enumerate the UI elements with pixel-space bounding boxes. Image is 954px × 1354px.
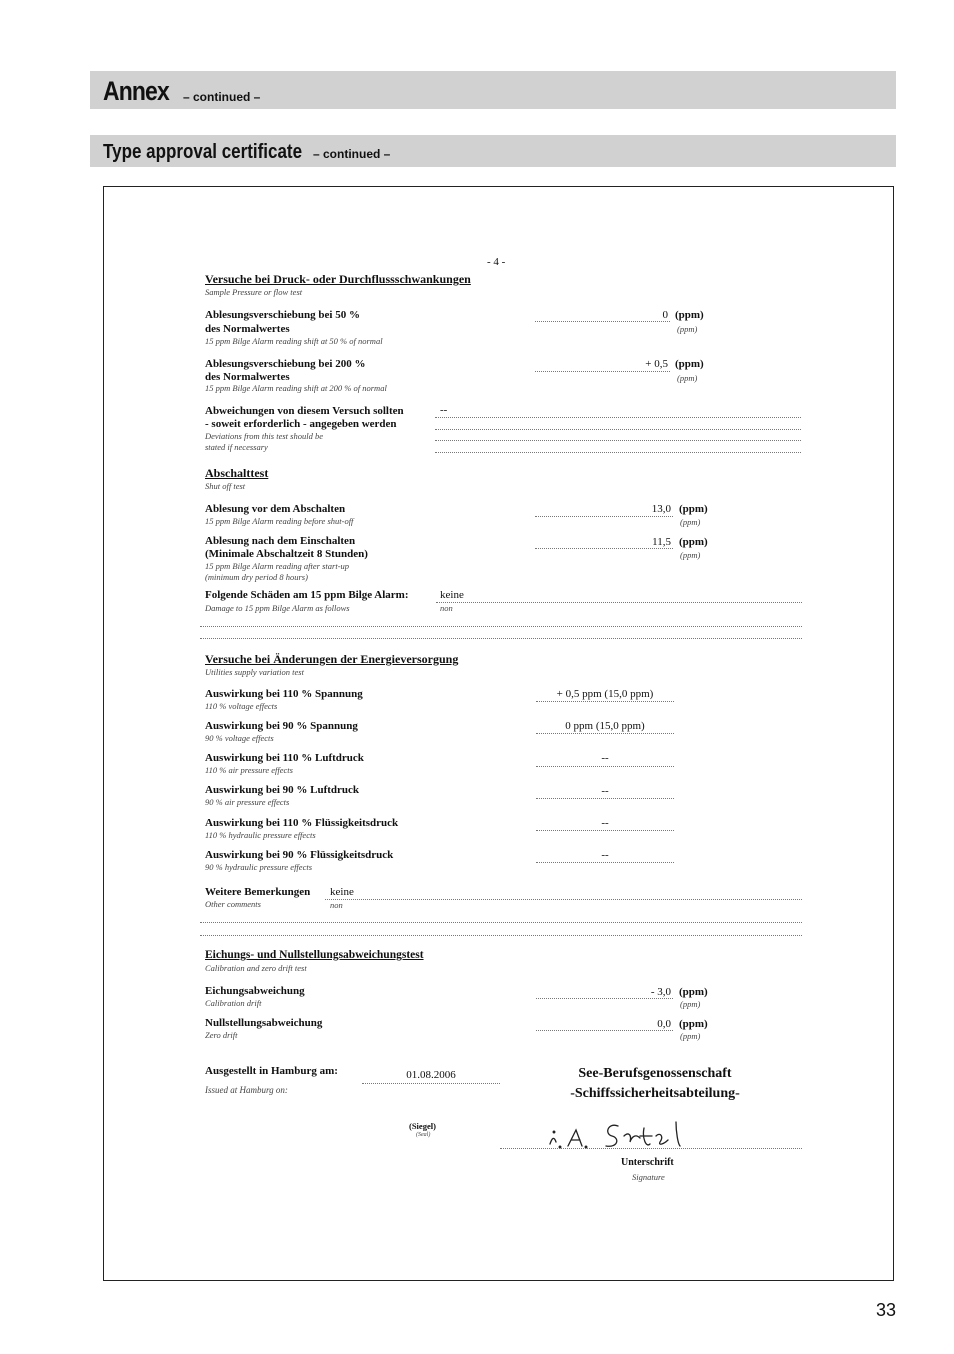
row-label-en: Damage to 15 ppm Bilge Alarm as follows bbox=[205, 603, 350, 613]
unit-label-en: (ppm) bbox=[677, 324, 698, 334]
row-label: Auswirkung bei 110 % Flüssigkeitsdruck bbox=[205, 817, 399, 829]
value-text: keine bbox=[440, 589, 464, 601]
value-text: - 3,0 bbox=[650, 986, 671, 998]
organisation-department: -Schiffssicherheitsabteilung- bbox=[570, 1086, 740, 1101]
unit-label-en: (ppm) bbox=[680, 999, 701, 1009]
value-line bbox=[200, 638, 802, 639]
row-label-en: 15 ppm Bilge Alarm reading shift at 50 % of normal bbox=[205, 336, 383, 346]
row-label: Weitere Bemerkungen bbox=[205, 886, 311, 898]
row-label-en: 110 % voltage effects bbox=[205, 701, 278, 711]
organisation-name: See-Berufsgenossenschaft bbox=[578, 1066, 732, 1081]
row-label: (Minimale Abschaltzeit 8 Stunden) bbox=[205, 548, 368, 560]
row-label: Folgende Schäden am 15 ppm Bilge Alarm: bbox=[205, 589, 409, 601]
value-text-en: non bbox=[330, 900, 343, 910]
unit-label: (ppm) bbox=[679, 986, 708, 998]
row-label: Auswirkung bei 90 % Flüssigkeitsdruck bbox=[205, 849, 394, 861]
row-label-en: 15 ppm Bilge Alarm reading shift at 200 % of normal bbox=[205, 383, 387, 393]
unit-label: (ppm) bbox=[679, 503, 708, 515]
row-label: Ablesung vor dem Abschalten bbox=[205, 503, 346, 515]
row-label-en: Calibration drift bbox=[205, 998, 262, 1008]
section-energy-sub: Utilities supply variation test bbox=[205, 667, 304, 677]
value-text: -- bbox=[601, 849, 609, 861]
section-continued-label: – continued – bbox=[313, 147, 391, 161]
value-line bbox=[535, 516, 673, 517]
row-label: Ablesungsverschiebung bei 50 % bbox=[205, 309, 360, 321]
row-label-en: 15 ppm Bilge Alarm reading before shut-off bbox=[205, 516, 354, 526]
signature-label: Unterschrift bbox=[621, 1157, 674, 1168]
value-line bbox=[535, 548, 673, 549]
value-line bbox=[535, 321, 670, 322]
value-line bbox=[435, 440, 801, 441]
value-text: 0,0 bbox=[657, 1018, 671, 1030]
signature-line bbox=[500, 1148, 802, 1149]
unit-label: (ppm) bbox=[679, 536, 708, 548]
row-label: Auswirkung bei 110 % Luftdruck bbox=[205, 752, 364, 764]
section-title: Type approval certificate bbox=[103, 141, 303, 163]
value-line bbox=[435, 417, 801, 418]
value-line bbox=[200, 626, 802, 627]
section-calibration-title: Eichungs- und Nullstellungsabweichungstest bbox=[205, 949, 424, 961]
section-calibration-sub: Calibration and zero drift test bbox=[205, 963, 307, 973]
row-label-en: 90 % voltage effects bbox=[205, 733, 274, 743]
value-text: -- bbox=[601, 785, 609, 797]
row-label: Eichungsabweichung bbox=[205, 985, 305, 997]
row-label-en: 110 % hydraulic pressure effects bbox=[205, 830, 316, 840]
value-text: + 0,5 bbox=[645, 358, 668, 370]
issue-date: 01.08.2006 bbox=[406, 1069, 456, 1081]
row-label: Abweichungen von diesem Versuch sollten bbox=[205, 405, 404, 417]
value-line bbox=[200, 935, 802, 936]
row-label-en: Other comments bbox=[205, 899, 261, 909]
value-text: keine bbox=[330, 886, 354, 898]
value-line bbox=[435, 429, 801, 430]
value-line bbox=[535, 371, 670, 372]
unit-label-en: (ppm) bbox=[680, 550, 701, 560]
row-label: Ablesungsverschiebung bei 200 % bbox=[205, 358, 366, 370]
page-number: 33 bbox=[876, 1300, 897, 1320]
value-text: 13,0 bbox=[651, 503, 671, 515]
issued-label-en: Issued at Hamburg on: bbox=[205, 1085, 288, 1095]
date-line bbox=[362, 1083, 500, 1084]
row-label-en: 90 % hydraulic pressure effects bbox=[205, 862, 313, 872]
value-line bbox=[435, 452, 801, 453]
value-text: -- bbox=[601, 752, 609, 764]
row-label: Auswirkung bei 90 % Luftdruck bbox=[205, 784, 360, 796]
value-text: -- bbox=[601, 817, 609, 829]
value-text-en: non bbox=[440, 603, 453, 613]
value-line bbox=[536, 862, 674, 863]
doc-page-marker: - 4 - bbox=[487, 256, 506, 268]
value-text: 0 bbox=[662, 309, 668, 321]
section-shutoff-sub: Shut off test bbox=[205, 481, 246, 491]
value-text: + 0,5 ppm (15,0 ppm) bbox=[556, 688, 654, 700]
row-label: des Normalwertes bbox=[205, 323, 290, 335]
section-shutoff-title: Abschalttest bbox=[205, 466, 269, 480]
unit-label: (ppm) bbox=[679, 1018, 708, 1030]
row-label-en: 15 ppm Bilge Alarm reading after start-up bbox=[205, 561, 350, 571]
annex-continued-label: – continued – bbox=[183, 90, 261, 104]
value-line bbox=[536, 798, 674, 799]
row-label-en: 90 % air pressure effects bbox=[205, 797, 290, 807]
signature-label-en: Signature bbox=[632, 1172, 665, 1182]
value-line bbox=[536, 701, 674, 702]
value-text: 0 ppm (15,0 ppm) bbox=[565, 720, 645, 732]
row-label-en: Deviations from this test should be bbox=[205, 431, 323, 441]
row-label-en: Zero drift bbox=[205, 1030, 238, 1040]
value-text: 11,5 bbox=[652, 536, 671, 548]
row-label: Auswirkung bei 110 % Spannung bbox=[205, 688, 363, 700]
value-line bbox=[436, 602, 802, 603]
section-pressure-flow-sub: Sample Pressure or flow test bbox=[205, 287, 303, 297]
unit-label: (ppm) bbox=[675, 309, 704, 321]
issued-label: Ausgestellt in Hamburg am: bbox=[205, 1065, 338, 1077]
unit-label: (ppm) bbox=[675, 358, 704, 370]
unit-label-en: (ppm) bbox=[677, 373, 698, 383]
section-energy-title: Versuche bei Änderungen der Energieversorgung bbox=[205, 652, 459, 666]
row-label: des Normalwertes bbox=[205, 371, 290, 383]
row-label: Ablesung nach dem Einschalten bbox=[205, 535, 356, 547]
value-line bbox=[200, 922, 802, 923]
value-text: -- bbox=[440, 404, 448, 416]
row-label-en: stated if necessary bbox=[205, 442, 268, 452]
value-line bbox=[536, 830, 674, 831]
row-label: Nullstellungsabweichung bbox=[205, 1017, 323, 1029]
seal-label: (Siegel) bbox=[409, 1121, 436, 1131]
seal-label-en: (Seal) bbox=[416, 1132, 431, 1138]
unit-label-en: (ppm) bbox=[680, 517, 701, 527]
row-label: Auswirkung bei 90 % Spannung bbox=[205, 720, 358, 732]
value-line bbox=[536, 733, 674, 734]
value-line bbox=[325, 899, 802, 900]
value-line bbox=[536, 998, 673, 999]
row-label-en: 110 % air pressure effects bbox=[205, 765, 293, 775]
value-line bbox=[536, 1030, 673, 1031]
unit-label-en: (ppm) bbox=[680, 1031, 701, 1041]
annex-title: Annex bbox=[103, 76, 169, 106]
section-pressure-flow-title: Versuche bei Druck- oder Durchflussschwankungen bbox=[205, 272, 471, 286]
row-label: - soweit erforderlich - angegeben werden bbox=[205, 418, 397, 430]
row-label-en: (minimum dry period 8 hours) bbox=[205, 572, 308, 582]
value-line bbox=[536, 766, 674, 767]
